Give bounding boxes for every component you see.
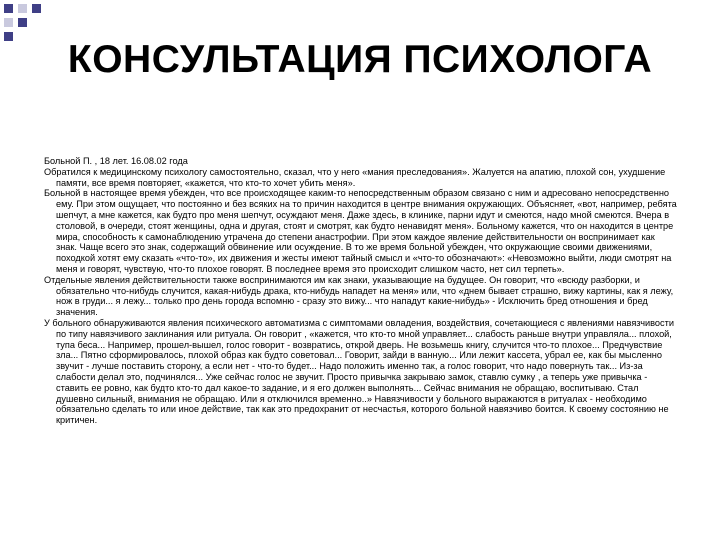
paragraph-signs: Отдельные явления действительности также воспринимаются им как знаки, указывающие на будущее. Он говорит, что «всюду разборки, и обязательно что-нибудь случится, какая-нибудь драка, кто-нибудь нападет на меня» или, что «днем бывает страшно, вижу картины, как я лежу, нож в груди... я лежу... только про день города вспомню - сразу это вижу... что нападут какие-нибудь» - Исключить бред отношения и бред значения. — [44, 274, 674, 318]
document-body — [44, 156, 678, 426]
decorative-squares — [0, 0, 56, 40]
paragraph-complaints: Обратился к медицинскому психологу самостоятельно, сказал, что у него «мания преследования». Жалуется на апатию, плохой сон, ухудшение памяти, все время повторяет, «кажется, что кто-то хочет убить меня». — [44, 166, 666, 188]
paragraph-patient-info: Больной П. , 18 лет. 16.08.02 года — [44, 156, 188, 166]
deco-square-5 — [18, 18, 27, 27]
deco-square-4 — [4, 18, 13, 27]
deco-square-3 — [32, 4, 41, 13]
page-title: КОНСУЛЬТАЦИЯ ПСИХОЛОГА — [67, 38, 653, 81]
deco-square-2 — [18, 4, 27, 13]
paragraph-automatism: У больного обнаруживаются явления психического автоматизма с симптомами овладения, воздействия, сочетающиеся с явлениями навязчивости по типу навязчивого заклинания или ритуала. Он говорит , «кажется, что кто-то мной управляет... слабость раньше внутри управляла... плохой, тупа беса... Например, прошел-вышел, голос говорит - возвратись, открой дверь. Не возьмешь книгу, случится что-то плохое... Предчувствие зла... Пятно сформировалось, плохой образ как будто советовал... Говорит, зайди в ванную... Или лежит кассета, убрал ее, как бы мысленно звучит - лучше поставить сторону, а если нет - что-то будет... Надо положить именно так, а голос говорит, что надо повернуть так... Из-за слабости делал это, подчинялся... Уже сейчас голос не звучит. Просто привычка закрываю замок, ставлю сумку , а теперь уже привычка - ставить ее ровно, как будто кто-то дал какое-то задание, и я его должен выполнять... Сейчас внимания не обращаю, воспитываю. Стал душевно сильный, внимания не обращаю. Или я отключился временно..» Навязчивости у больного выражаются в ритуалах - необходимо обязательно сделать то или иное действие, так как это предохранит от несчастья, которого больной навязчиво боится. К своему состоянию не критичен. — [44, 317, 674, 426]
paragraph-beliefs: Больной в настоящее время убежден, что все происходящее каким-то непосредственным образом связано с ним и адресовано непосредственно ему. При этом ощущает, что постоянно и без всяких на то причин находится в центре внимания окружающих. Объясняет, «вот, например, ребята шепчут, а мне кажется, как будто про меня шепчут, осуждают меня. Даже здесь, в клинике, парни идут и смеются, надо мной смеются. Вчера в столовой, в очереди, стоят женщины, одна и другая, стоят и смотрят, как будто ненавидят меня». Больному кажется, что он находится в центре мира, способность к самонаблюдению утрачена до степени анастрофии. При этом каждое явление действительности он воспринимает как знак. Чаще всего это знак, содержащий обвинение или осуждение. В то же время больной убежден, что окружающие своими движениями, походкой хотят ему сказать «что-то», их движения и жесты имеют тайный смысл и «что-то обозначают»: «Невозможно выйти, люди смотрят на меня и говорят, чувствую, что-то плохое говорят. В последнее время это происходит слишком часто, нет сил терпеть». — [44, 188, 677, 274]
deco-square-1 — [4, 4, 13, 13]
